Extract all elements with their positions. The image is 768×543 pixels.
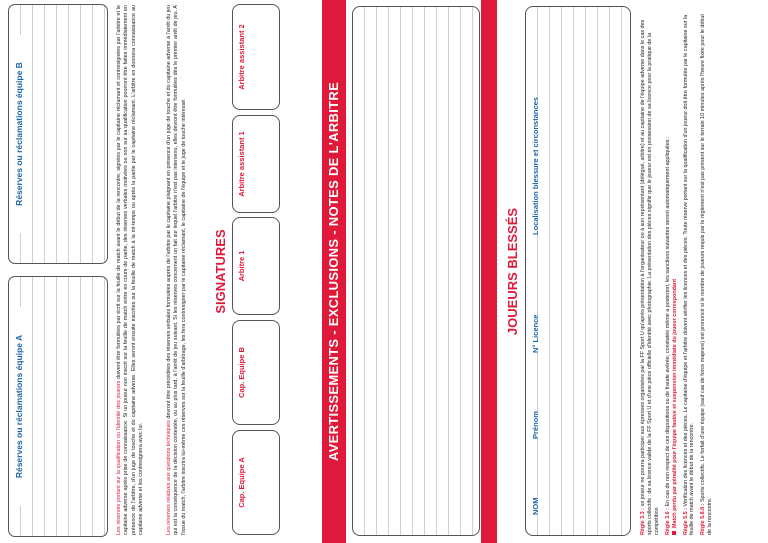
bullet-square-icon	[672, 531, 676, 535]
signature-label: Arbitre assistant 1	[237, 131, 246, 197]
reserves-team-a-title: Réserves ou réclamations équipe A	[13, 307, 25, 506]
reserves-team-b-title: Réserves ou réclamations équipe B	[13, 35, 25, 233]
technical-reserves-paragraph	[166, 5, 188, 535]
rule-tag: Règle 3.6 :	[664, 508, 671, 535]
rule-bullet: Match perdu par pénalité pour l'équipe fautive et suspension immédiate du joueur correspondant	[671, 279, 678, 528]
rule-3-6	[665, 7, 679, 535]
p1-text: doivent être formulées par écrit sur la feuille de match avant le début de la rencontre, signées par le capitaine réclamant et contresignées par l'arbitre et le capitaine adverse après prise de connaissance. Si un joueur non inscrit sur la feuille de match entre en cours de partie, des réserves verbales motivées ou non sur sa qualification pourront être faites immédiatement en présence de l'arbitre, d'un juge de touche et du capitaine adverse. Elles seront ensuite inscrites sur la feuille de match à la mi-temps ou après la partie par le capitaine réclamant. L'arbitre en donnera connaissance au capitaine adverse et les contresignera avec lui.	[116, 5, 144, 535]
separator-band	[481, 0, 497, 543]
rule-text: En cas de non respect de ces dispositions ou de fraude avérée, constatée même a posteriori, les sanctions suivantes seront automatiquement appliquées :	[664, 136, 671, 509]
signature-label: Arbitre 1	[237, 250, 246, 282]
rule-tag: Règle 3.3 :	[640, 508, 646, 535]
column-licence: N° Licence	[531, 314, 540, 353]
column-nom: NOM	[531, 497, 540, 515]
rules-block	[640, 7, 714, 535]
injured-players-title: JOUEURS BLESSÉS	[505, 207, 520, 336]
column-prenom: Prénom	[531, 411, 540, 439]
signature-cap-equipe-a[interactable]	[232, 430, 280, 535]
rule-text: Vérification des licences et des pièces. Le capitaine d'équipe et l'arbitre doivent vérifier les licences et des pièces. Toute réserve portant sur la qualification d'un joueur doit être formulée par le capitaine sur la feuille de match avant le début de la rencontre.	[682, 14, 696, 535]
rule-tag: Règle 5.8.8 :	[700, 503, 707, 535]
injured-players-table[interactable]	[525, 6, 631, 536]
signature-arbitre-assistant-1[interactable]	[232, 115, 280, 213]
rule-5-5	[683, 7, 697, 535]
rule-text: Sports collectifs. Le forfait d'une équipe (sauf cas de force majeure) est prononcé si le nombre de joueurs requis par le règlement n'est pas présent sur le terrain 10 minutes après l'heure fixée pour le début de la rencontre.	[700, 14, 714, 535]
rule-tag: Règle 5.5 :	[682, 508, 689, 535]
referee-notes-box[interactable]	[352, 6, 480, 536]
rule-5-8-8	[700, 7, 714, 535]
p1-highlight: Les réserves portant sur la qualification ou l'identité des joueurs	[116, 380, 122, 535]
p2-highlight: Les réserves relatives aux questions techniques	[166, 420, 172, 535]
reserves-team-a-box[interactable]	[8, 276, 108, 537]
reserves-team-b-box[interactable]	[8, 4, 108, 264]
qualification-reserves-paragraph	[116, 5, 145, 535]
signature-label: Cap. Equipe A	[237, 457, 246, 508]
rule-3-3	[640, 7, 661, 535]
p2-text: devront être précédées des réserves verbales formulées auprès de l'arbitre par le capitaine plaignant en présence d'un juge de touche et du capitaine adverse à l'arrêt du jeu qui est la conséquence de la décision contestée, ou au plus tard, à l'arrêt de jeu suivant. Si les réserves concernent un fait sur lequel l'arbitre n'est pas intervenu, elles devront être formulées dès le premier arrêt de jeu. A l'issue du match, l'arbitre inscrira lui-même ces réserves sur la feuille d'arbitrage, les fera contresigner par le capitaine réclamant, le capitaine de l'équipe et le juge de touche intéressé.	[166, 4, 187, 535]
signature-label: Arbitre assistant 2	[237, 24, 246, 90]
referee-notes-band	[322, 0, 346, 543]
signatures-title: SIGNATURES	[213, 229, 228, 314]
signature-label: Cap. Equipe B	[237, 347, 246, 398]
column-localisation: Localisation blessure et circonstances	[531, 97, 540, 235]
rule-text: un joueur ne pourra participer aux épreuves organisées par la FF Sport U qu'après présentation à l'organisateur ou à son représentant (délégué, arbitre) et au capitaine de l'équipe adverse dans le cas des sports collectifs : de sa licence valide de la FF Sport U et d'une pièce officielle d'identité avec photographie. La présentation des pièces signifie que le joueur est en possession de sa licence pour la pratique de la compétition	[640, 19, 660, 535]
signature-arbitre-1[interactable]	[232, 217, 280, 315]
signature-arbitre-assistant-2[interactable]	[232, 4, 280, 110]
referee-notes-title: AVERTISSEMENTS - EXCLUSIONS - NOTES DE L'ARBITRE	[326, 81, 341, 462]
signature-cap-equipe-b[interactable]	[232, 320, 280, 425]
